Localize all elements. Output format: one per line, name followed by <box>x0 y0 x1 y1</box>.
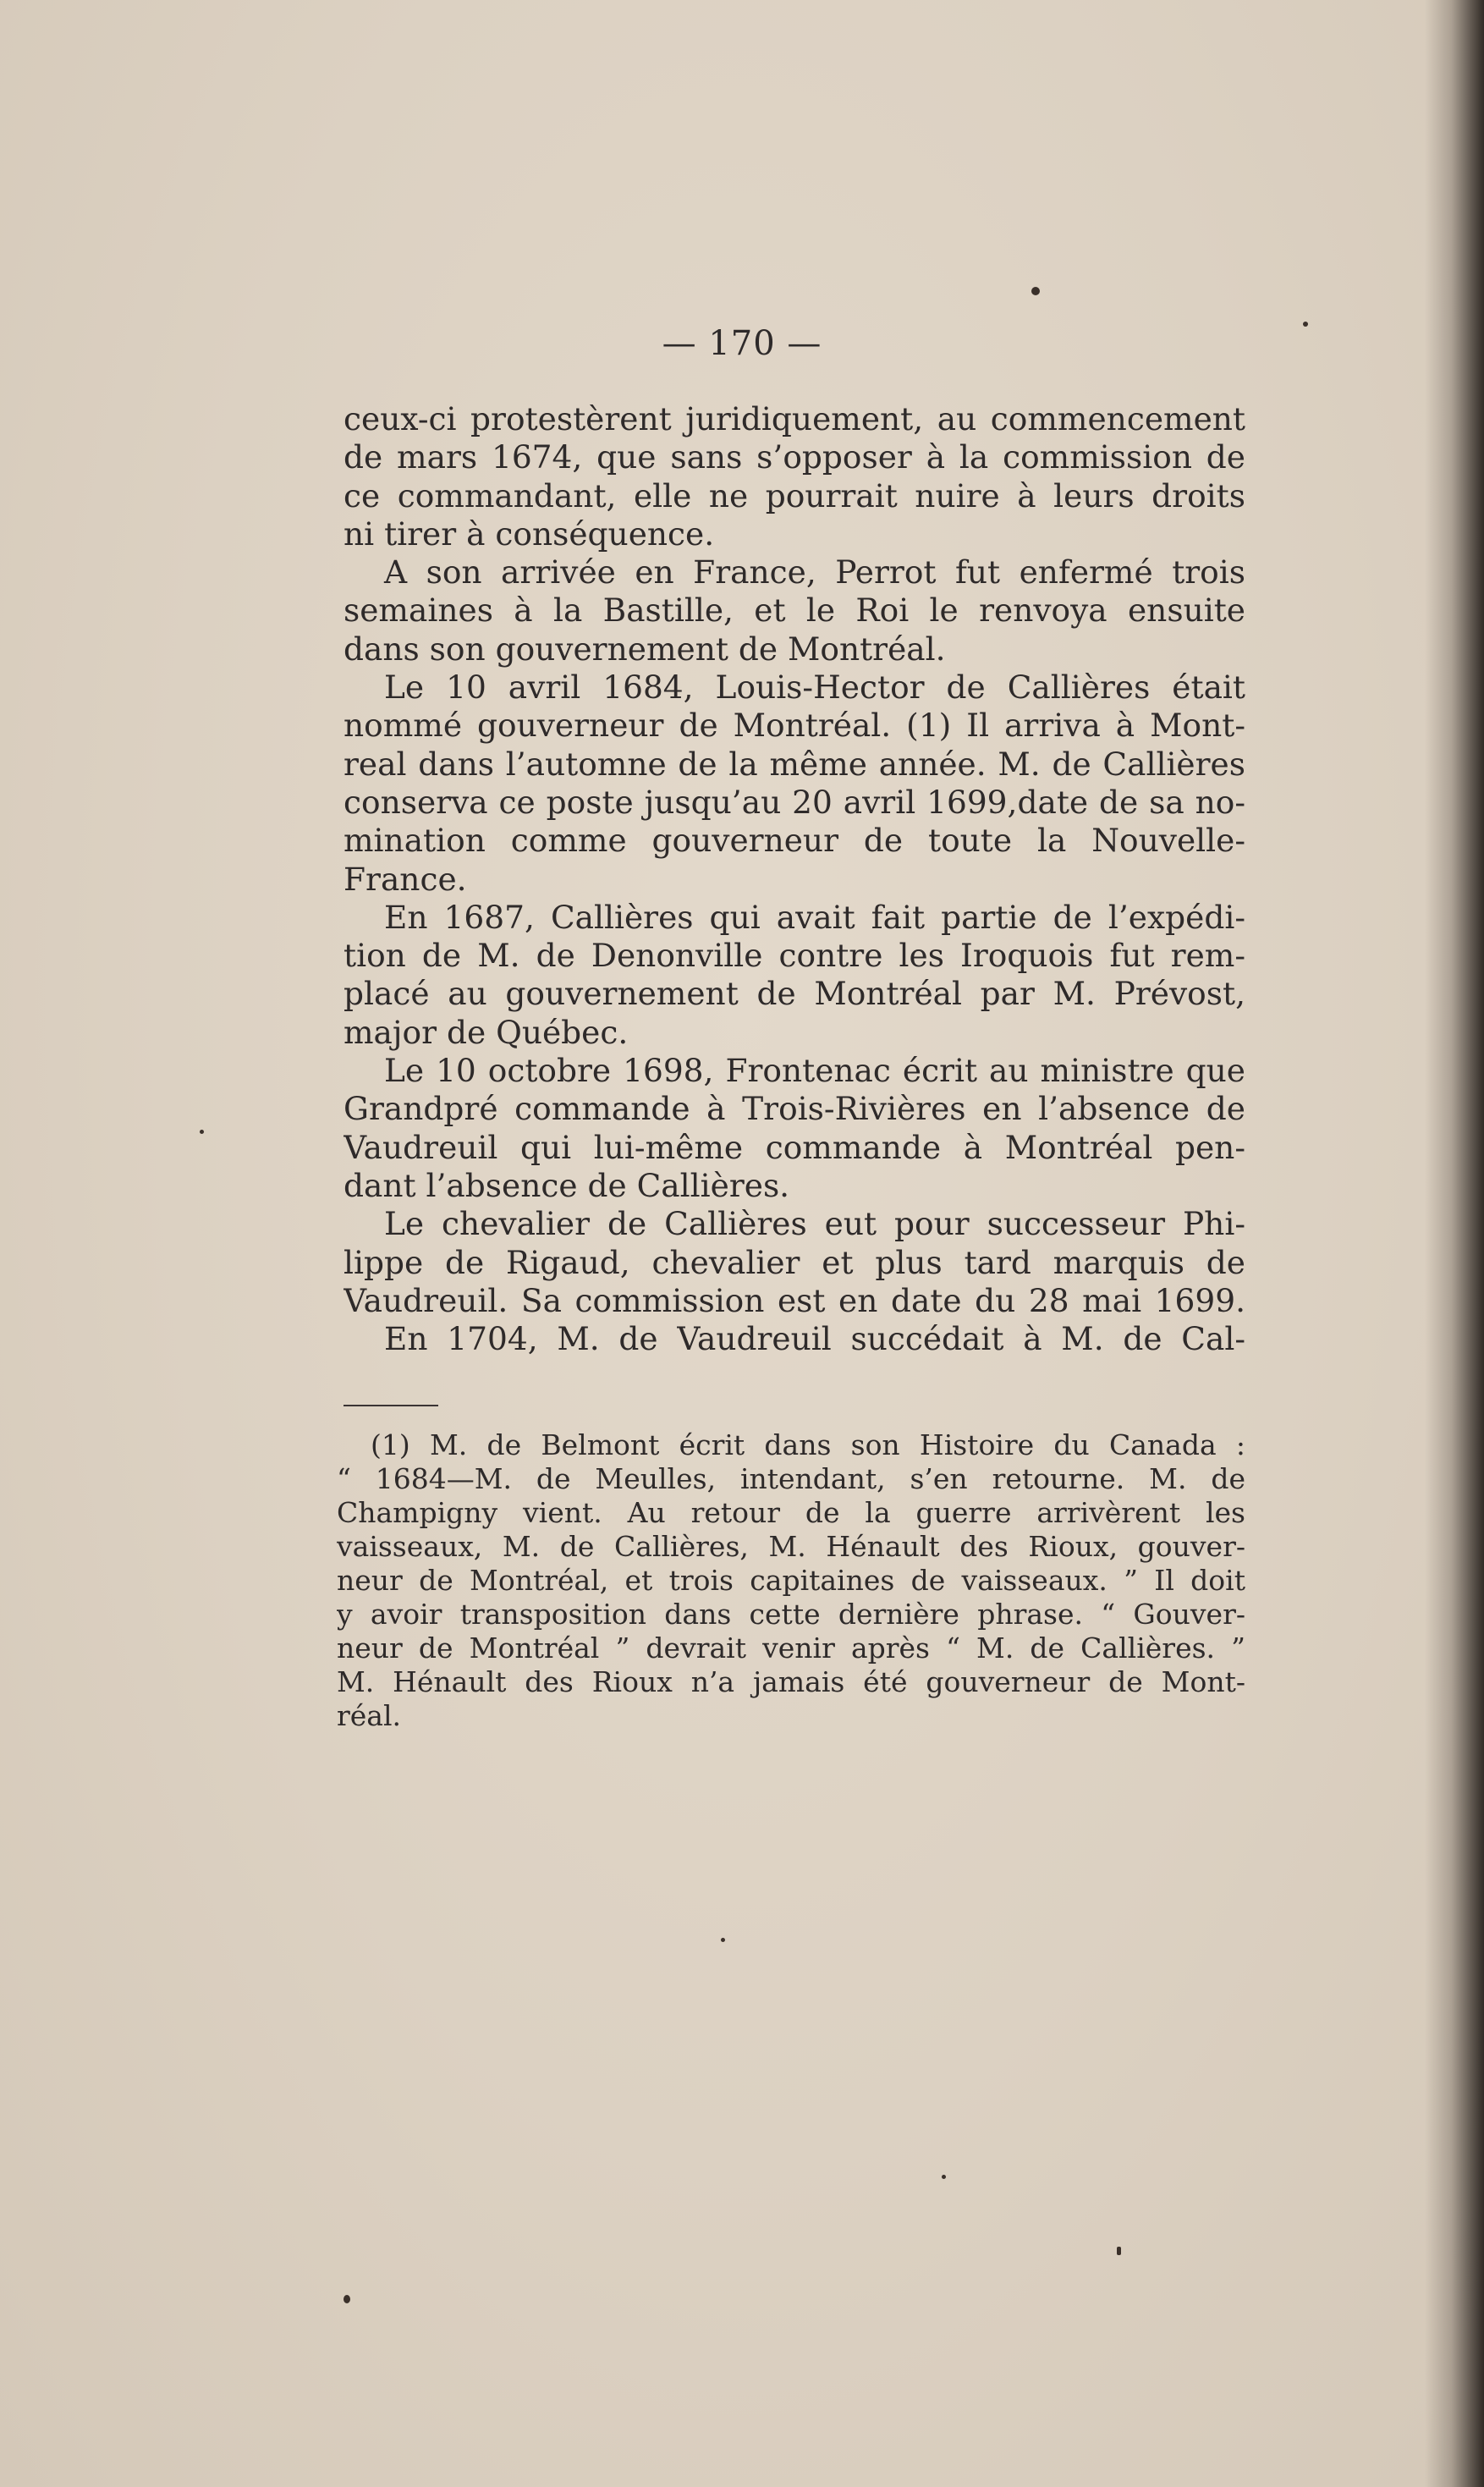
footnote-line: neur de Montréal ” devrait venir après “ M. de Callières. ” <box>337 1631 1245 1664</box>
text-line: A son arrivée en France, Perrot fut enfermé trois <box>384 553 1245 591</box>
text-line: Le 10 octobre 1698, Frontenac écrit au ministre que <box>384 1052 1245 1090</box>
text-line: tion de M. de Denonville contre les Iroquois fut rem- <box>344 937 1245 975</box>
paper-speck <box>942 2175 946 2179</box>
text-line: Vaudreuil qui lui-même commande à Montréal pen- <box>344 1128 1245 1166</box>
paper-speck <box>1117 2247 1121 2255</box>
text-line: En 1704, M. de Vaudreuil succédait à M. de Cal- <box>384 1320 1245 1358</box>
text-line: France. <box>344 860 467 898</box>
text-line: placé au gouvernement de Montréal par M. Prévost, <box>344 975 1245 1013</box>
paper-speck <box>721 1938 725 1942</box>
text-line: Le 10 avril 1684, Louis-Hector de Callières était <box>384 669 1245 707</box>
footnote-rule <box>344 1405 438 1406</box>
text-line: Le chevalier de Callières eut pour successeur Phi- <box>384 1205 1245 1243</box>
text-line: major de Québec. <box>344 1013 629 1051</box>
text-line: Grandpré commande à Trois-Rivières en l’absence de <box>344 1090 1245 1128</box>
text-line: ceux-ci protestèrent juridiquement, au commencement <box>344 400 1245 437</box>
text-line: semaines à la Bastille, et le Roi le renvoya ensuite <box>344 591 1245 630</box>
text-line: En 1687, Callières qui avait fait partie de l’expédi- <box>384 898 1245 936</box>
paper-speck <box>344 2295 350 2303</box>
footnote-line: réal. <box>337 1699 402 1732</box>
text-line: lippe de Rigaud, chevalier et plus tard marquis de <box>344 1243 1245 1281</box>
footnote <box>337 1428 1245 1733</box>
text-line: conserva ce poste jusqu’au 20 avril 1699,date de sa no- <box>344 783 1245 821</box>
paper-speck <box>200 1130 204 1134</box>
footnote-line: vaisseaux, M. de Callières, M. Hénault des Rioux, gouver- <box>337 1530 1245 1563</box>
binding-shadow <box>1425 0 1484 2487</box>
text-line: ce commandant, elle ne pourrait nuire à leurs droits <box>344 476 1245 514</box>
paper-speck <box>1031 287 1040 295</box>
page-number: — 170 — <box>662 324 822 363</box>
footnote-line: (1) M. de Belmont écrit dans son Histoire du Canada : <box>371 1428 1245 1461</box>
text-line: ni tirer à conséquence. <box>344 514 715 553</box>
paper-speck <box>1303 322 1308 327</box>
footnote-line: Champigny vient. Au retour de la guerre arrivèrent les <box>337 1496 1245 1529</box>
footnote-line: M. Hénault des Rioux n’a jamais été gouverneur de Mont- <box>337 1665 1245 1698</box>
body-text <box>344 400 1245 1358</box>
text-line: real dans l’automne de la même année. M. de Callières <box>344 745 1245 783</box>
text-line: Vaudreuil. Sa commission est en date du 28 mai 1699. <box>344 1281 1245 1319</box>
text-line: dans son gouvernement de Montréal. <box>344 630 946 668</box>
text-line: de mars 1674, que sans s’opposer à la commission de <box>344 438 1245 476</box>
text-line: nommé gouverneur de Montréal. (1) Il arriva à Mont- <box>344 707 1245 745</box>
footnote-line: neur de Montréal, et trois capitaines de vaisseaux. ” Il doit <box>337 1564 1245 1597</box>
text-line: dant l’absence de Callières. <box>344 1166 790 1204</box>
footnote-line: y avoir transposition dans cette dernière phrase. “ Gouver- <box>337 1598 1245 1631</box>
footnote-line: “ 1684—M. de Meulles, intendant, s’en retourne. M. de <box>337 1462 1245 1495</box>
text-line: mination comme gouverneur de toute la Nouvelle- <box>344 822 1245 860</box>
